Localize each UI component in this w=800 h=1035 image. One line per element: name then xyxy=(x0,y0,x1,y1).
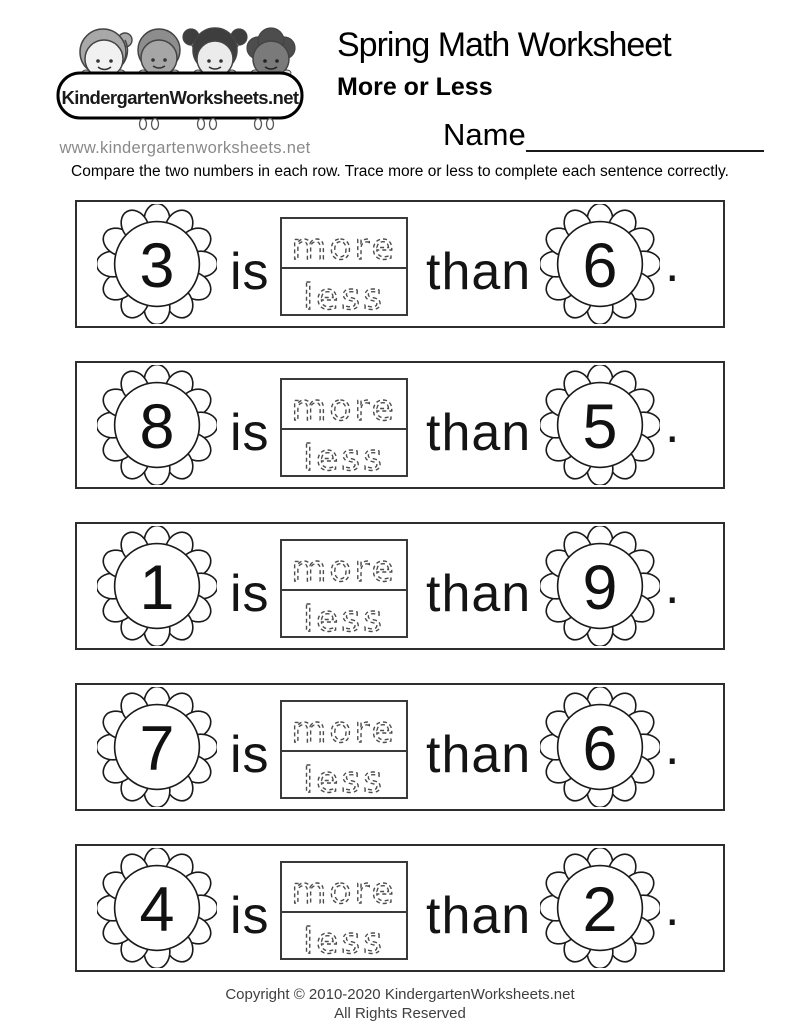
trace-more-word xyxy=(282,541,406,588)
page-footer xyxy=(0,985,800,1023)
trace-more-area[interactable] xyxy=(282,541,406,591)
worksheet-row xyxy=(75,361,725,489)
page-title: Spring Math Worksheet xyxy=(337,26,671,64)
right-number: 6 xyxy=(582,230,618,301)
word-is: is xyxy=(230,565,270,623)
right-number: 9 xyxy=(582,552,618,623)
flower-icon-right xyxy=(540,526,660,646)
flower-icon-left xyxy=(97,365,217,485)
svg-text:more: more xyxy=(291,710,397,749)
svg-text:less: less xyxy=(303,276,385,316)
rights-text: All Rights Reserved xyxy=(334,1005,466,1022)
copyright-text: Copyright © 2010-2020 KindergartenWorksheets.net xyxy=(225,986,575,1003)
trace-less-area[interactable] xyxy=(282,752,406,802)
logo-banner-text: KindergartenWorksheets.net xyxy=(61,87,299,108)
svg-text:more: more xyxy=(291,227,397,266)
flower-icon-right xyxy=(540,848,660,968)
sentence-period: . xyxy=(665,879,680,937)
trace-more-area[interactable] xyxy=(282,863,406,913)
trace-less-area[interactable] xyxy=(282,913,406,963)
logo-kid-girl-pigtails xyxy=(183,28,247,77)
site-logo xyxy=(55,12,315,158)
word-than: than xyxy=(426,565,532,623)
trace-less-word xyxy=(282,430,406,477)
right-number: 5 xyxy=(582,391,618,462)
worksheet-row xyxy=(75,844,725,972)
sentence-period: . xyxy=(665,235,680,293)
flower-icon-right xyxy=(540,687,660,807)
instructions-text: Compare the two numbers in each row. Trace more or less to complete each sentence correctly. xyxy=(71,163,729,180)
logo-kids-icon xyxy=(55,12,305,134)
worksheet-row xyxy=(75,200,725,328)
flower-icon-left xyxy=(97,526,217,646)
flower-icon-right xyxy=(540,204,660,324)
left-number: 7 xyxy=(139,713,175,784)
page-subtitle: More or Less xyxy=(337,73,493,101)
trace-more-area[interactable] xyxy=(282,702,406,752)
name-label: Name xyxy=(443,117,526,152)
left-number: 4 xyxy=(139,874,175,945)
trace-less-word xyxy=(282,591,406,638)
more-less-trace-box[interactable] xyxy=(280,539,408,638)
flower-icon-right xyxy=(540,365,660,485)
right-number: 2 xyxy=(582,874,618,945)
svg-text:more: more xyxy=(291,549,397,588)
word-is: is xyxy=(230,887,270,945)
trace-less-area[interactable] xyxy=(282,269,406,319)
more-less-trace-box[interactable] xyxy=(280,700,408,799)
more-less-trace-box[interactable] xyxy=(280,861,408,960)
word-than: than xyxy=(426,243,532,301)
svg-text:less: less xyxy=(303,598,385,638)
trace-less-area[interactable] xyxy=(282,430,406,480)
rows-container xyxy=(75,200,725,972)
svg-text:more: more xyxy=(291,388,397,427)
svg-text:less: less xyxy=(303,437,385,477)
trace-more-word xyxy=(282,702,406,749)
svg-text:less: less xyxy=(303,759,385,799)
left-number: 3 xyxy=(139,230,175,301)
flower-icon-left xyxy=(97,848,217,968)
more-less-trace-box[interactable] xyxy=(280,378,408,477)
sentence-period: . xyxy=(665,557,680,615)
logo-website-url: www.kindergartenworksheets.net xyxy=(59,139,311,157)
title-block xyxy=(337,26,671,102)
more-less-trace-box[interactable] xyxy=(280,217,408,316)
left-number: 1 xyxy=(139,552,175,623)
worksheet-row xyxy=(75,683,725,811)
word-is: is xyxy=(230,404,270,462)
svg-text:less: less xyxy=(303,920,385,960)
trace-less-word xyxy=(282,913,406,960)
sentence-period: . xyxy=(665,396,680,454)
sentence-period: . xyxy=(665,718,680,776)
trace-more-word xyxy=(282,863,406,910)
trace-less-word xyxy=(282,752,406,799)
word-is: is xyxy=(230,726,270,784)
word-than: than xyxy=(426,404,532,462)
logo-kid-boy-gray xyxy=(138,29,180,76)
right-number: 6 xyxy=(582,713,618,784)
trace-less-area[interactable] xyxy=(282,591,406,641)
left-number: 8 xyxy=(139,391,175,462)
word-than: than xyxy=(426,726,532,784)
flower-icon-left xyxy=(97,204,217,324)
logo-feet xyxy=(140,119,274,130)
word-is: is xyxy=(230,243,270,301)
trace-more-word xyxy=(282,380,406,427)
trace-more-area[interactable] xyxy=(282,219,406,269)
flower-icon-left xyxy=(97,687,217,807)
trace-less-word xyxy=(282,269,406,316)
trace-more-area[interactable] xyxy=(282,380,406,430)
trace-more-word xyxy=(282,219,406,266)
name-line xyxy=(443,118,764,152)
name-input-line[interactable] xyxy=(526,120,764,152)
worksheet-row xyxy=(75,522,725,650)
svg-text:more: more xyxy=(291,871,397,910)
word-than: than xyxy=(426,887,532,945)
